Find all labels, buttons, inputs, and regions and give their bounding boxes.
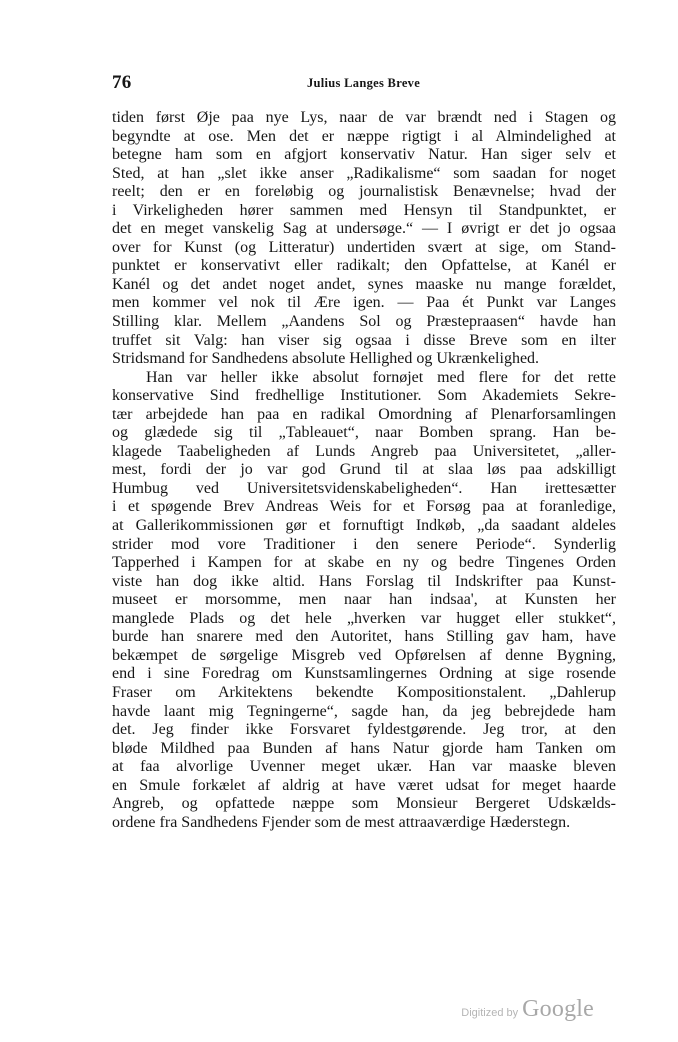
text-line: reelt; den er en foreløbig og journalistisk Benævnelse; hvad der: [112, 183, 616, 201]
text-line: Fraser om Arkitektens bekendte Kompositionstalent. „Dahlerup: [112, 683, 616, 701]
text-line: Angreb, og opfattede næppe som Monsieur Bergeret Udskælds-: [112, 795, 616, 813]
text-line: Kanél og det andet noget andet, synes maaske nu mange forældet,: [112, 275, 616, 293]
text-line: museet er morsomme, men naar han indsaa', at Kunsten her: [112, 591, 616, 609]
text-line: ordene fra Sandhedens Fjender som de mest attraaværdige Hæderstegn.: [112, 813, 571, 831]
page-header: [112, 70, 615, 98]
text-line: punktet er konservativt eller radikalt; den Opfattelse, at Kanél er: [112, 257, 616, 275]
text-line: tær arbejdede han paa en radikal Omordning af Plenarforsamlingen: [112, 405, 616, 423]
text-line: Sted, at han „slet ikke anser „Radikalisme“ som saadan for noget: [112, 164, 616, 182]
paragraph: [112, 369, 616, 833]
text-line: truffet sit Valg: han viser sig ogsaa i disse Breve som en ilter: [112, 331, 616, 349]
body-text: [112, 109, 616, 832]
text-line: det. Jeg finder ikke Forsvaret fyldestgørende. Jeg tror, at den: [112, 721, 616, 739]
text-line: en Smule forkælet af aldrig at have været udsat for meget haarde: [112, 776, 616, 794]
digitized-by-watermark: [461, 996, 594, 1024]
text-line: Humbug ved Universitetsvidenskabeligheden“. Han irettesætter: [112, 479, 616, 497]
text-line: burde han snarere med den Autoritet, hans Stilling gav ham, have: [112, 628, 616, 646]
text-line: Stridsmand for Sandhedens absolute Hellighed og Ukrænkelighed.: [112, 350, 540, 368]
text-line: Han var heller ikke absolut fornøjet med flere for det rette: [146, 368, 616, 386]
text-line: men kommer vel nok til Ære igen. — Paa ét Punkt var Langes: [112, 294, 616, 312]
text-line: og glædede sig til „Tableauet“, naar Bomben sprang. Han be-: [112, 424, 616, 442]
text-line: Stilling klar. Mellem „Aandens Sol og Præstepraasen“ havde han: [112, 313, 616, 331]
text-line: at faa alvorlige Uvenner meget ukær. Han var maaske bleven: [112, 758, 616, 776]
text-line: klagede Taabeligheden af Lunds Angreb paa Universitetet, „aller-: [112, 442, 616, 460]
text-line: i Virkeligheden hører sammen med Hensyn til Standpunktet, er: [112, 201, 616, 219]
text-line: i et spøgende Brev Andreas Weis for et Forsøg paa at foranledige,: [112, 498, 616, 516]
text-line: strider mod vore Traditioner i den senere Periode“. Synderlig: [112, 535, 616, 553]
text-line: det en meget vanskelig Sag at undersøge.“ — I øvrigt er det jo ogsaa: [112, 220, 616, 238]
text-line: over for Kunst (og Litteratur) undertiden svært at sige, om Stand-: [112, 238, 616, 256]
paragraph: [112, 109, 616, 369]
watermark-prefix: Digitized by: [461, 1007, 519, 1019]
google-logo: Google: [522, 996, 594, 1022]
page-number: 76: [112, 72, 132, 93]
running-title: Julius Langes Breve: [306, 76, 421, 90]
text-line: manglede Plads og det hele „hverken var hugget eller stukket“,: [112, 609, 616, 627]
text-line: bekæmpet de sørgelige Misgreb ved Opførelsen af denne Bygning,: [112, 646, 616, 664]
text-line: tiden først Øje paa nye Lys, naar de var brændt ned i Stagen og: [112, 109, 616, 126]
text-line: mest, fordi der jo var god Grund til at slaa løs paa adskilligt: [112, 461, 616, 479]
text-line: viste han dog ikke altid. Hans Forslag til Indskrifter paa Kunst-: [112, 572, 616, 590]
text-line: begyndte at ose. Men det er næppe rigtigt i al Almindelighed at: [112, 127, 616, 145]
text-line: betegne ham som en afgjort konservativ Natur. Han siger selv et: [112, 146, 616, 164]
text-line: Tapperhed i Kampen for at skabe en ny og bedre Tingenes Orden: [112, 554, 616, 572]
text-line: at Gallerikommissionen gør et fornuftigt Indkøb, „da saadant aldeles: [112, 517, 616, 535]
text-line: konservative Sind fredhellige Institutioner. Som Akademiets Sekre-: [112, 387, 616, 405]
text-line: havde laant mig Tegningerne“, sagde han, da jeg bebrejdede ham: [112, 702, 616, 720]
text-line: end i sine Foredrag om Kunstsamlingernes Ordning at sige rosende: [112, 665, 616, 683]
text-line: bløde Mildhed paa Bunden af hans Natur gjorde ham Tanken om: [112, 739, 616, 757]
